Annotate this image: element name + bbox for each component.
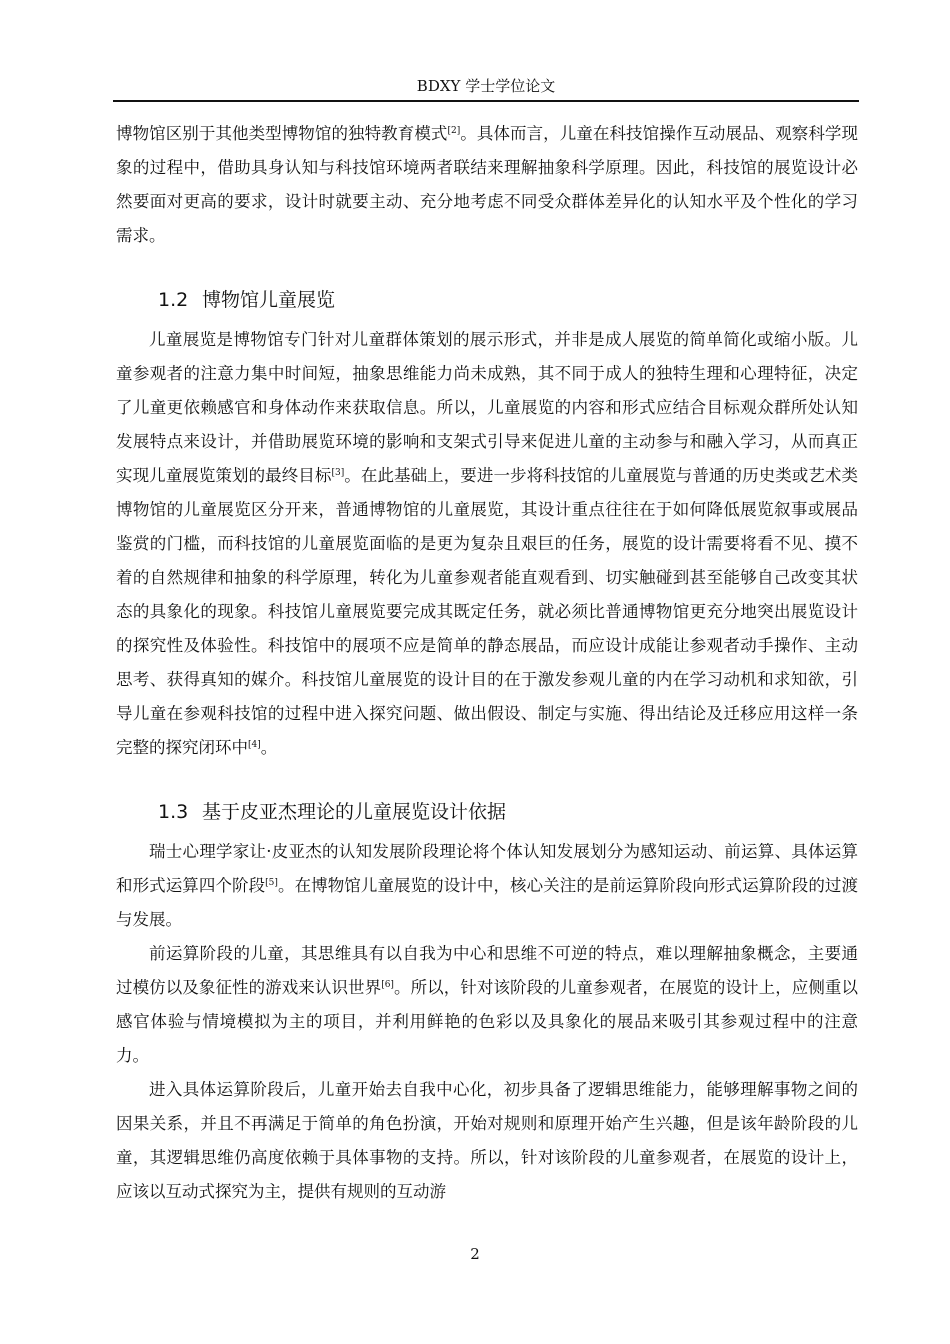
paragraph-text: 瑞士心理学家让·皮亚杰的认知发展阶段理论将个体认知发展划分为感知运动、前运算、具体运算和形式运算四个阶段 xyxy=(116,842,858,895)
running-header: BDXY 学士学位论文 xyxy=(416,77,556,95)
paragraph-text: 儿童展览是博物馆专门针对儿童群体策划的展示形式，并非是成人展览的简单简化或缩小版。儿童参观者的注意力集中时间短，抽象思维能力尚未成熟，其不同于成人的独特生理和心理特征，决定了儿童更依赖感官和身体动作来获取信息。所以，儿童展览的内容和形式应结合目标观众群所处认知发展特点来设计，并借助展览环境的影响和支架式引导来促进儿童的主动参与和融入学习，从而真正实现儿童展览策划的最终目标 xyxy=(116,330,858,485)
intro-text-a: 博物馆区别于其他类型博物馆的独特教育模式 xyxy=(116,124,448,143)
section-number: 1.2 xyxy=(158,289,189,311)
paragraph-text: 。所以，针对该阶段的儿童参观者，在展览的设计上，应侧重以感官体验与情境模拟为主的项目，并利用鲜艳的色彩以及具象化的展品来吸引其参观过程中的注意力。 xyxy=(116,978,859,1065)
page-body xyxy=(116,117,858,1209)
paragraph-text: 前运算阶段的儿童，其思维具有以自我为中心和思维不可逆的特点，难以理解抽象概念，主要通过模仿以及象征性的游戏来认识世界 xyxy=(116,944,858,997)
citation-ref: [2] xyxy=(447,126,461,136)
section-heading-1-3 xyxy=(116,797,858,827)
section-1-2-paragraph xyxy=(116,323,858,765)
section-heading-1-2 xyxy=(116,285,858,315)
section-title: 博物馆儿童展览 xyxy=(202,289,336,311)
section-number: 1.3 xyxy=(158,801,189,823)
citation-ref: [3] xyxy=(331,468,345,478)
section-1-3-paragraph-1 xyxy=(116,835,858,937)
paragraph-text: 。在此基础上，要进一步将科技馆的儿童展览与普通的历史类或艺术类博物馆的儿童展览区分开来，普通博物馆的儿童展览，其设计重点往往在于如何降低展览叙事或展品鉴赏的门槛，而科技馆的儿童展览面临的是更为复杂且艰巨的任务，展览的设计需要将看不见、摸不着的自然规律和抽象的科学原理，转化为儿童参观者能直观看到、切实触碰到甚至能够自己改变其状态的具象化的现象。科技馆儿童展览要完成其既定任务，就必须比普通博物馆更充分地突出展览设计的探究性及体验性。科技馆中的展项不应是简单的静态展品，而应设计成能让参观者动手操作、主动思考、获得真知的媒介。科技馆儿童展览的设计目的在于激发参观儿童的内在学习动机和求知欲，引导儿童在参观科技馆的过程中进入探究问题、做出假设、制定与实施、得出结论及迁移应用这样一条完整的探究闭环中 xyxy=(116,466,859,757)
intro-paragraph xyxy=(116,117,858,253)
citation-ref: [5] xyxy=(265,878,278,888)
citation-ref: [6] xyxy=(381,980,394,990)
intro-text-b: 。具体而言，儿童在科技馆操作互动展品、观察科学现象的过程中，借助具身认知与科技馆环境两者联结来理解抽象科学原理。因此，科技馆的展览设计必然要面对更高的要求，设计时就要主动、充分地考虑不同受众群体差异化的认知水平及个性化的学习需求。 xyxy=(116,124,859,245)
section-1-3-paragraph-2 xyxy=(116,937,858,1073)
page-number: 2 xyxy=(470,1245,480,1263)
header-rule xyxy=(113,100,859,102)
paragraph-text: 。在博物馆儿童展览的设计中，核心关注的是前运算阶段向形式运算阶段的过渡与发展。 xyxy=(116,876,859,929)
section-title: 基于皮亚杰理论的儿童展览设计依据 xyxy=(202,801,507,823)
citation-ref: [4] xyxy=(248,740,261,750)
paragraph-text: 。 xyxy=(260,738,278,757)
section-1-3-paragraph-3: 进入具体运算阶段后，儿童开始去自我中心化，初步具备了逻辑思维能力，能够理解事物之间的因果关系，并且不再满足于简单的角色扮演，开始对规则和原理开始产生兴趣，但是该年龄阶段的儿童，其逻辑思维仍高度依赖于具体事物的支持。所以，针对该阶段的儿童参观者，在展览的设计上，应该以互动式探究为主，提供有规则的互动游 xyxy=(116,1080,858,1201)
